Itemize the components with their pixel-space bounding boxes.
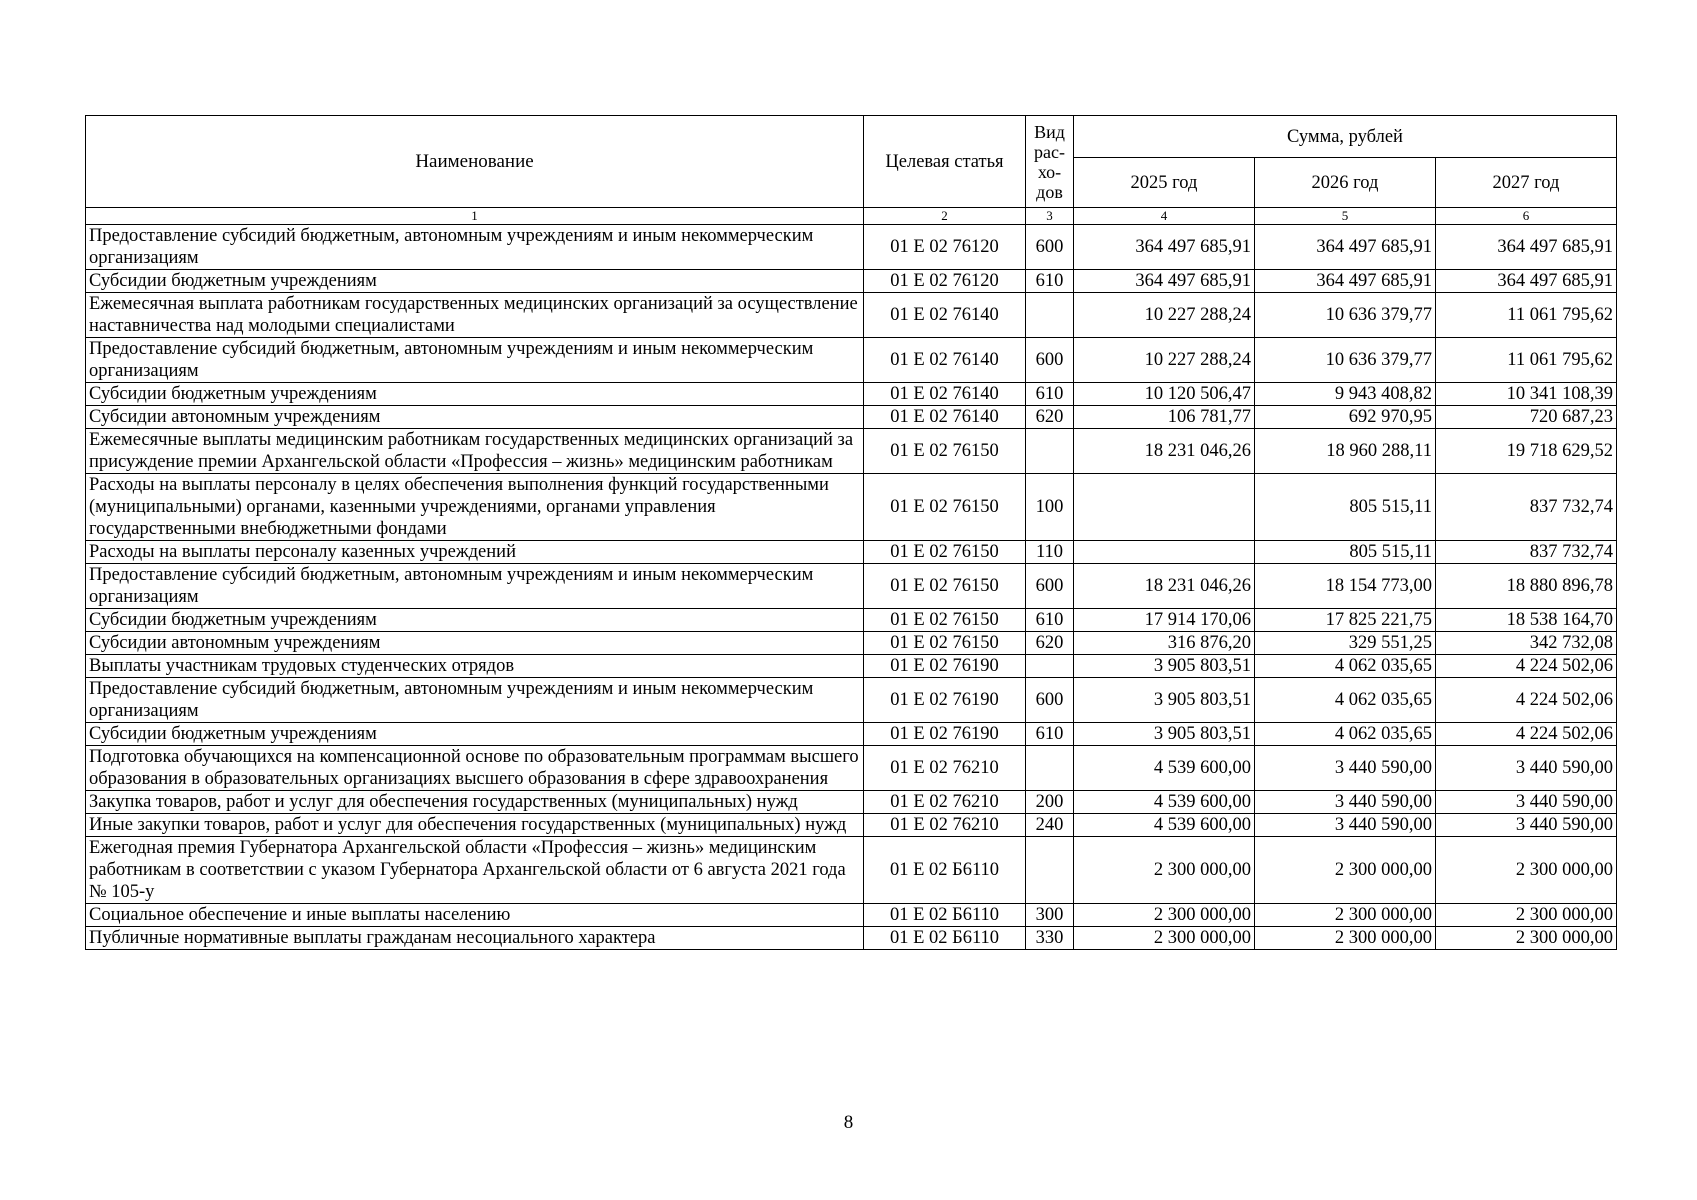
row-name: Выплаты участникам трудовых студенческих отрядов — [86, 655, 864, 678]
row-amount-2025 — [1074, 541, 1255, 564]
row-amount-2026: 2 300 000,00 — [1255, 904, 1436, 927]
table-row — [86, 814, 1617, 837]
row-amount-2025: 364 497 685,91 — [1074, 225, 1255, 270]
row-amount-2026: 805 515,11 — [1255, 474, 1436, 541]
row-amount-2027: 4 224 502,06 — [1436, 678, 1617, 723]
row-expense-type: 330 — [1026, 927, 1074, 950]
row-amount-2025: 316 876,20 — [1074, 632, 1255, 655]
row-amount-2025: 10 120 506,47 — [1074, 383, 1255, 406]
row-expense-type: 240 — [1026, 814, 1074, 837]
table-row — [86, 678, 1617, 723]
table-row — [86, 564, 1617, 609]
row-target-code: 01 Е 02 76140 — [864, 383, 1026, 406]
row-target-code: 01 Е 02 76190 — [864, 655, 1026, 678]
table-row — [86, 837, 1617, 904]
row-name: Социальное обеспечение и иные выплаты населению — [86, 904, 864, 927]
row-amount-2025: 18 231 046,26 — [1074, 564, 1255, 609]
row-expense-type: 600 — [1026, 564, 1074, 609]
row-amount-2026: 3 440 590,00 — [1255, 746, 1436, 791]
row-target-code: 01 Е 02 76150 — [864, 541, 1026, 564]
row-name: Ежемесячная выплата работникам государственных медицинских организаций за осуществление наставничества над молодыми специалистами — [86, 293, 864, 338]
row-amount-2027: 364 497 685,91 — [1436, 225, 1617, 270]
row-expense-type: 620 — [1026, 406, 1074, 429]
table-row — [86, 270, 1617, 293]
row-name: Ежегодная премия Губернатора Архангельской области «Профессия – жизнь» медицинским работникам в соответствии с указом Губернатора Архангельской области от 6 августа 2021 года № 105-у — [86, 837, 864, 904]
row-amount-2027: 364 497 685,91 — [1436, 270, 1617, 293]
row-amount-2027: 4 224 502,06 — [1436, 723, 1617, 746]
row-target-code: 01 Е 02 76190 — [864, 678, 1026, 723]
row-amount-2027: 3 440 590,00 — [1436, 746, 1617, 791]
table-row — [86, 609, 1617, 632]
row-amount-2027: 19 718 629,52 — [1436, 429, 1617, 474]
row-amount-2025: 3 905 803,51 — [1074, 723, 1255, 746]
row-target-code: 01 Е 02 Б6110 — [864, 927, 1026, 950]
row-amount-2027: 2 300 000,00 — [1436, 904, 1617, 927]
row-amount-2026: 10 636 379,77 — [1255, 293, 1436, 338]
column-number: 5 — [1255, 208, 1436, 225]
row-target-code: 01 Е 02 76120 — [864, 270, 1026, 293]
table-row — [86, 904, 1617, 927]
row-name: Субсидии бюджетным учреждениям — [86, 383, 864, 406]
row-expense-type: 600 — [1026, 338, 1074, 383]
header-year-2027: 2027 год — [1436, 158, 1617, 208]
row-target-code: 01 Е 02 76150 — [864, 564, 1026, 609]
table-row — [86, 338, 1617, 383]
row-name: Расходы на выплаты персоналу казенных учреждений — [86, 541, 864, 564]
row-name: Ежемесячные выплаты медицинским работникам государственных медицинских организаций за присуждение премии Архангельской области «Профессия – жизнь» медицинским работникам — [86, 429, 864, 474]
column-number: 1 — [86, 208, 864, 225]
row-amount-2025: 3 905 803,51 — [1074, 678, 1255, 723]
row-name: Подготовка обучающихся на компенсационной основе по образовательным программам высшего образования в образовательных организациях высшего образования в сфере здравоохранения — [86, 746, 864, 791]
row-name: Предоставление субсидий бюджетным, автономным учреждениям и иным некоммерческим организациям — [86, 564, 864, 609]
row-amount-2027: 3 440 590,00 — [1436, 791, 1617, 814]
column-number: 3 — [1026, 208, 1074, 225]
row-amount-2027: 837 732,74 — [1436, 474, 1617, 541]
budget-table — [85, 115, 1617, 950]
row-expense-type: 100 — [1026, 474, 1074, 541]
header-vid: Вид рас- хо- дов — [1026, 116, 1074, 208]
row-amount-2026: 805 515,11 — [1255, 541, 1436, 564]
row-expense-type: 200 — [1026, 791, 1074, 814]
row-amount-2026: 364 497 685,91 — [1255, 270, 1436, 293]
row-amount-2027: 18 880 896,78 — [1436, 564, 1617, 609]
row-expense-type: 610 — [1026, 270, 1074, 293]
table-row — [86, 225, 1617, 270]
row-target-code: 01 Е 02 Б6110 — [864, 837, 1026, 904]
header-year-2026: 2026 год — [1255, 158, 1436, 208]
row-target-code: 01 Е 02 76210 — [864, 791, 1026, 814]
row-amount-2025: 2 300 000,00 — [1074, 837, 1255, 904]
row-name: Субсидии бюджетным учреждениям — [86, 609, 864, 632]
row-amount-2026: 329 551,25 — [1255, 632, 1436, 655]
row-amount-2026: 3 440 590,00 — [1255, 791, 1436, 814]
column-number: 2 — [864, 208, 1026, 225]
row-amount-2025: 364 497 685,91 — [1074, 270, 1255, 293]
row-name: Расходы на выплаты персоналу в целях обеспечения выполнения функций государственными (муниципальными) органами, казенными учреждениями, органами управления государственными внебюджетными фондами — [86, 474, 864, 541]
header-code: Целевая статья — [864, 116, 1026, 208]
row-amount-2026: 2 300 000,00 — [1255, 927, 1436, 950]
row-amount-2026: 364 497 685,91 — [1255, 225, 1436, 270]
row-amount-2025: 106 781,77 — [1074, 406, 1255, 429]
row-amount-2027: 4 224 502,06 — [1436, 655, 1617, 678]
row-expense-type: 610 — [1026, 383, 1074, 406]
row-amount-2025: 4 539 600,00 — [1074, 746, 1255, 791]
row-name: Иные закупки товаров, работ и услуг для обеспечения государственных (муниципальных) нужд — [86, 814, 864, 837]
row-amount-2025 — [1074, 474, 1255, 541]
table-body — [86, 225, 1617, 950]
header-sum: Сумма, рублей — [1074, 116, 1617, 158]
row-amount-2027: 11 061 795,62 — [1436, 293, 1617, 338]
table-header — [86, 116, 1617, 225]
table-row — [86, 791, 1617, 814]
table-row — [86, 746, 1617, 791]
row-target-code: 01 Е 02 76150 — [864, 474, 1026, 541]
table-row — [86, 632, 1617, 655]
row-expense-type: 610 — [1026, 609, 1074, 632]
row-amount-2025: 18 231 046,26 — [1074, 429, 1255, 474]
table-row — [86, 541, 1617, 564]
row-name: Предоставление субсидий бюджетным, автономным учреждениям и иным некоммерческим организациям — [86, 678, 864, 723]
table-row — [86, 293, 1617, 338]
row-amount-2026: 2 300 000,00 — [1255, 837, 1436, 904]
row-amount-2027: 10 341 108,39 — [1436, 383, 1617, 406]
row-name: Субсидии автономным учреждениям — [86, 632, 864, 655]
row-target-code: 01 Е 02 76190 — [864, 723, 1026, 746]
table-row — [86, 474, 1617, 541]
row-amount-2027: 2 300 000,00 — [1436, 927, 1617, 950]
row-amount-2027: 18 538 164,70 — [1436, 609, 1617, 632]
table-row — [86, 406, 1617, 429]
row-amount-2027: 11 061 795,62 — [1436, 338, 1617, 383]
row-expense-type: 620 — [1026, 632, 1074, 655]
row-amount-2026: 9 943 408,82 — [1255, 383, 1436, 406]
row-target-code: 01 Е 02 76150 — [864, 609, 1026, 632]
row-target-code: 01 Е 02 Б6110 — [864, 904, 1026, 927]
row-amount-2027: 720 687,23 — [1436, 406, 1617, 429]
row-target-code: 01 Е 02 76150 — [864, 632, 1026, 655]
row-target-code: 01 Е 02 76140 — [864, 293, 1026, 338]
row-amount-2026: 4 062 035,65 — [1255, 678, 1436, 723]
row-amount-2026: 3 440 590,00 — [1255, 814, 1436, 837]
row-expense-type: 600 — [1026, 225, 1074, 270]
row-expense-type — [1026, 655, 1074, 678]
row-expense-type: 610 — [1026, 723, 1074, 746]
table-row — [86, 383, 1617, 406]
row-name: Предоставление субсидий бюджетным, автономным учреждениям и иным некоммерческим организациям — [86, 225, 864, 270]
row-target-code: 01 Е 02 76150 — [864, 429, 1026, 474]
row-amount-2025: 10 227 288,24 — [1074, 338, 1255, 383]
row-amount-2025: 10 227 288,24 — [1074, 293, 1255, 338]
row-expense-type: 600 — [1026, 678, 1074, 723]
row-expense-type — [1026, 746, 1074, 791]
column-number: 6 — [1436, 208, 1617, 225]
row-amount-2026: 18 960 288,11 — [1255, 429, 1436, 474]
row-name: Субсидии бюджетным учреждениям — [86, 270, 864, 293]
row-target-code: 01 Е 02 76120 — [864, 225, 1026, 270]
row-amount-2027: 2 300 000,00 — [1436, 837, 1617, 904]
row-expense-type — [1026, 293, 1074, 338]
row-name: Закупка товаров, работ и услуг для обеспечения государственных (муниципальных) нужд — [86, 791, 864, 814]
table-row — [86, 655, 1617, 678]
row-amount-2026: 692 970,95 — [1255, 406, 1436, 429]
row-amount-2026: 4 062 035,65 — [1255, 723, 1436, 746]
row-amount-2027: 837 732,74 — [1436, 541, 1617, 564]
table-row — [86, 723, 1617, 746]
row-amount-2026: 18 154 773,00 — [1255, 564, 1436, 609]
row-target-code: 01 Е 02 76140 — [864, 338, 1026, 383]
row-target-code: 01 Е 02 76210 — [864, 746, 1026, 791]
header-year-2025: 2025 год — [1074, 158, 1255, 208]
column-number: 4 — [1074, 208, 1255, 225]
row-name: Предоставление субсидий бюджетным, автономным учреждениям и иным некоммерческим организациям — [86, 338, 864, 383]
row-expense-type — [1026, 429, 1074, 474]
row-amount-2026: 10 636 379,77 — [1255, 338, 1436, 383]
page-number: 8 — [843, 1112, 854, 1133]
row-amount-2027: 342 732,08 — [1436, 632, 1617, 655]
row-name: Публичные нормативные выплаты гражданам несоциального характера — [86, 927, 864, 950]
table-row — [86, 927, 1617, 950]
row-amount-2025: 4 539 600,00 — [1074, 814, 1255, 837]
row-amount-2026: 17 825 221,75 — [1255, 609, 1436, 632]
row-amount-2026: 4 062 035,65 — [1255, 655, 1436, 678]
header-name: Наименование — [86, 116, 864, 208]
row-amount-2025: 2 300 000,00 — [1074, 904, 1255, 927]
row-amount-2025: 3 905 803,51 — [1074, 655, 1255, 678]
row-amount-2025: 17 914 170,06 — [1074, 609, 1255, 632]
row-target-code: 01 Е 02 76210 — [864, 814, 1026, 837]
row-amount-2025: 2 300 000,00 — [1074, 927, 1255, 950]
row-expense-type — [1026, 837, 1074, 904]
row-expense-type: 300 — [1026, 904, 1074, 927]
row-amount-2027: 3 440 590,00 — [1436, 814, 1617, 837]
row-expense-type: 110 — [1026, 541, 1074, 564]
table-row — [86, 429, 1617, 474]
row-name: Субсидии бюджетным учреждениям — [86, 723, 864, 746]
row-amount-2025: 4 539 600,00 — [1074, 791, 1255, 814]
row-name: Субсидии автономным учреждениям — [86, 406, 864, 429]
row-target-code: 01 Е 02 76140 — [864, 406, 1026, 429]
